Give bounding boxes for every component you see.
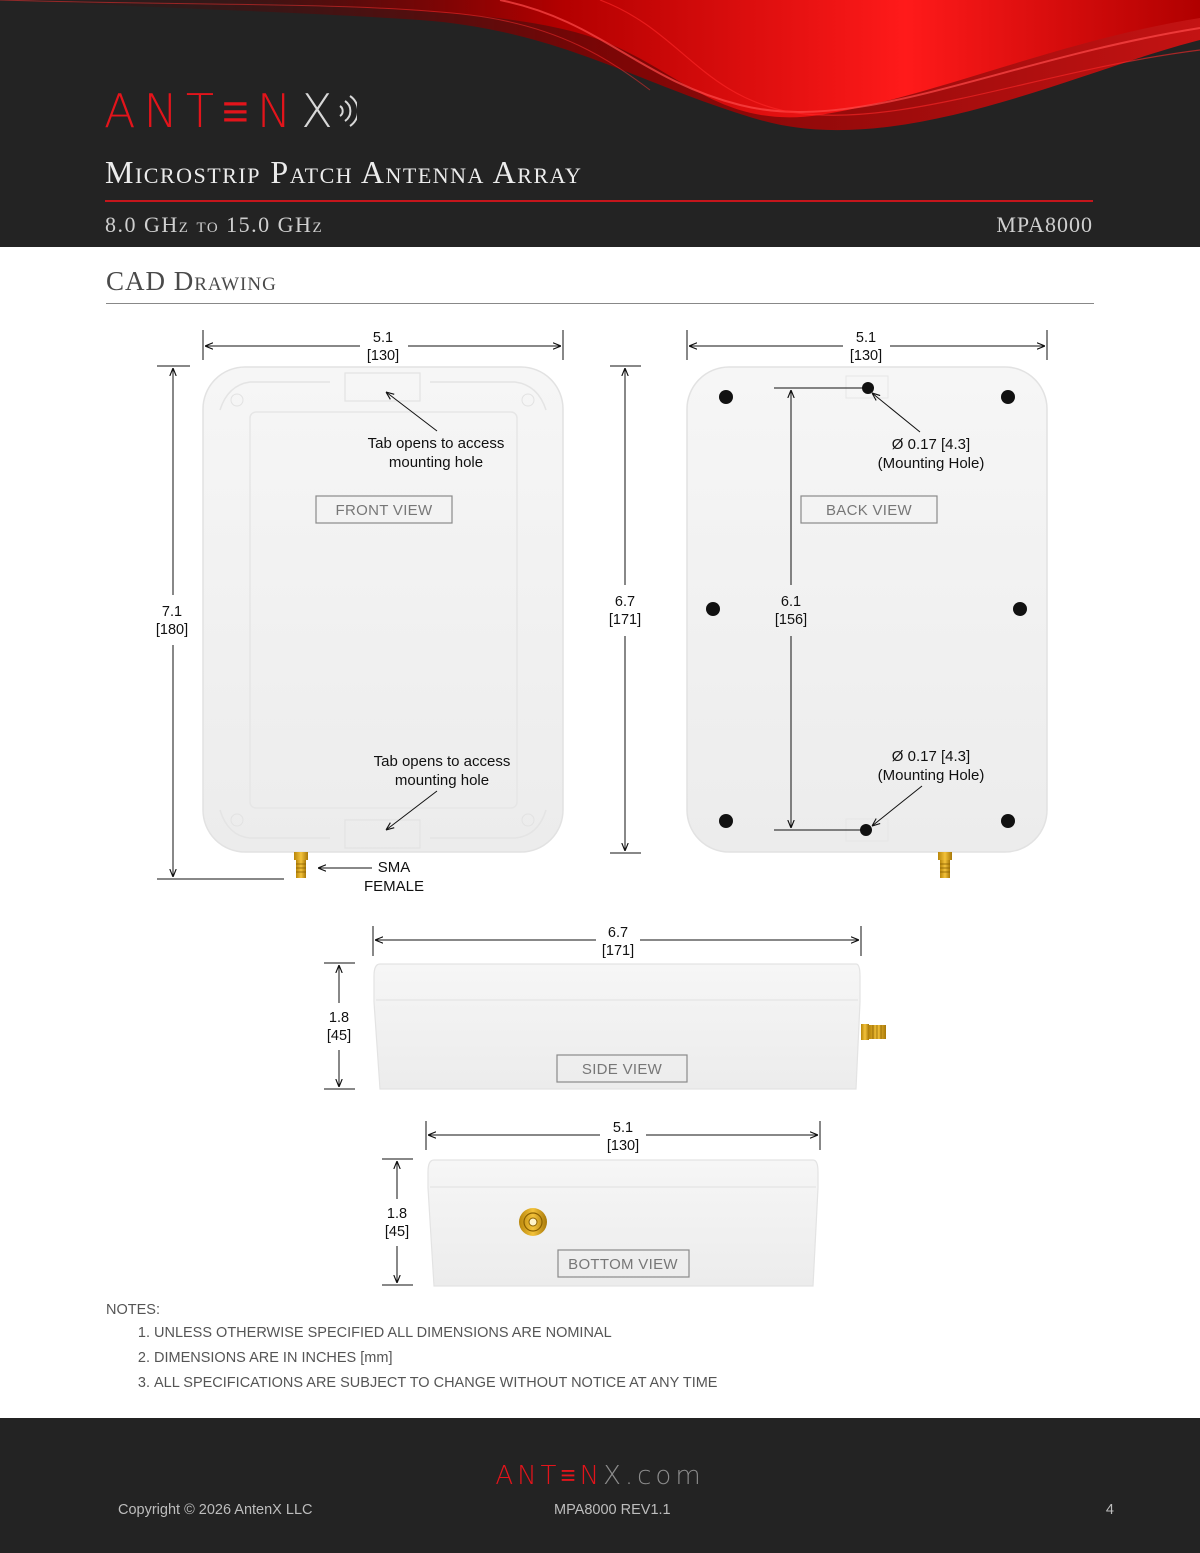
mounting-hole	[719, 814, 733, 828]
front-width-mm: [130]	[366, 348, 400, 364]
website-brand-suffix: X.com	[603, 1461, 705, 1491]
note-item: 1. UNLESS OTHERWISE SPECIFIED ALL DIMENSIONS ARE NOMINAL	[154, 1324, 717, 1343]
page-footer	[0, 1418, 1200, 1553]
mounting-hole	[1001, 390, 1015, 404]
front-top-callout-line2: mounting hole	[388, 454, 484, 471]
mounting-hole	[1013, 602, 1027, 616]
mounting-hole	[860, 824, 872, 836]
front-bottom-callout-line2: mounting hole	[394, 772, 490, 789]
mounting-hole	[862, 382, 874, 394]
notes-section	[106, 1302, 717, 1399]
front-height-mm: [180]	[155, 622, 189, 638]
back-width-mm: [130]	[849, 348, 883, 364]
website-link[interactable]	[0, 1460, 1200, 1491]
bottom-hole-callout-line2: (Mounting Hole)	[877, 767, 985, 784]
sma-label-line2: FEMALE	[363, 878, 425, 895]
brand-logo-text: ANT≡N	[104, 84, 300, 138]
front-view	[156, 330, 563, 895]
sma-connector-icon	[861, 1024, 886, 1040]
bottom-height-mm: [45]	[384, 1224, 410, 1240]
bottom-width-inches: 5.1	[612, 1120, 634, 1136]
back-view-label: BACK VIEW	[825, 502, 913, 519]
note-item: 3. ALL SPECIFICATIONS ARE SUBJECT TO CHANGE WITHOUT NOTICE AT ANY TIME	[154, 1374, 717, 1393]
front-height-inches: 7.1	[161, 604, 183, 620]
back-height-inches: 6.7	[614, 594, 636, 610]
copyright-text: Copyright © 2026 AntenX LLC	[118, 1502, 313, 1518]
back-height-mm: [171]	[608, 612, 642, 628]
hole-spacing-mm: [156]	[774, 612, 808, 628]
frequency-range: 8.0 GHz to 15.0 GHz	[105, 212, 324, 237]
section-title: CAD Drawing	[106, 266, 277, 296]
front-width-inches: 5.1	[372, 330, 394, 346]
top-hole-callout-line1: Ø 0.17 [4.3]	[891, 436, 971, 453]
revision-text: MPA8000 REV1.1	[554, 1502, 671, 1518]
mounting-hole	[719, 390, 733, 404]
note-item: 2. DIMENSIONS ARE IN INCHES [mm]	[154, 1349, 717, 1368]
side-view-label: SIDE VIEW	[581, 1061, 663, 1078]
side-length-mm: [171]	[601, 943, 635, 959]
model-number: MPA8000	[996, 212, 1093, 237]
brand-logo-x: X	[301, 84, 333, 138]
hole-spacing-inches: 6.1	[780, 594, 802, 610]
front-top-callout-line1: Tab opens to access	[367, 435, 505, 452]
side-height-mm: [45]	[326, 1028, 352, 1044]
bottom-height-inches: 1.8	[386, 1206, 408, 1222]
back-view	[609, 330, 1047, 878]
sma-connector-icon	[294, 852, 308, 878]
sma-connector-icon	[938, 852, 952, 878]
website-brand-prefix: ANT≡N	[495, 1461, 604, 1491]
mounting-hole	[1001, 814, 1015, 828]
mounting-hole	[706, 602, 720, 616]
side-height-inches: 1.8	[328, 1010, 350, 1026]
back-width-inches: 5.1	[855, 330, 877, 346]
bottom-hole-callout-line1: Ø 0.17 [4.3]	[891, 748, 971, 765]
front-bottom-callout-line1: Tab opens to access	[373, 753, 511, 770]
notes-title: NOTES:	[106, 1302, 160, 1318]
bottom-view-label: BOTTOM VIEW	[568, 1256, 678, 1273]
side-length-inches: 6.7	[607, 925, 629, 941]
side-view	[324, 925, 886, 1089]
sma-label-line1: SMA	[377, 859, 411, 876]
top-hole-callout-line2: (Mounting Hole)	[877, 455, 985, 472]
bottom-view	[382, 1120, 820, 1286]
front-view-label: FRONT VIEW	[335, 502, 433, 519]
bottom-width-mm: [130]	[606, 1138, 640, 1154]
document-title: Microstrip Patch Antenna Array	[105, 154, 583, 190]
page-number: 4	[1105, 1502, 1114, 1518]
notes-list	[106, 1324, 717, 1393]
sma-connector-icon	[519, 1208, 547, 1236]
